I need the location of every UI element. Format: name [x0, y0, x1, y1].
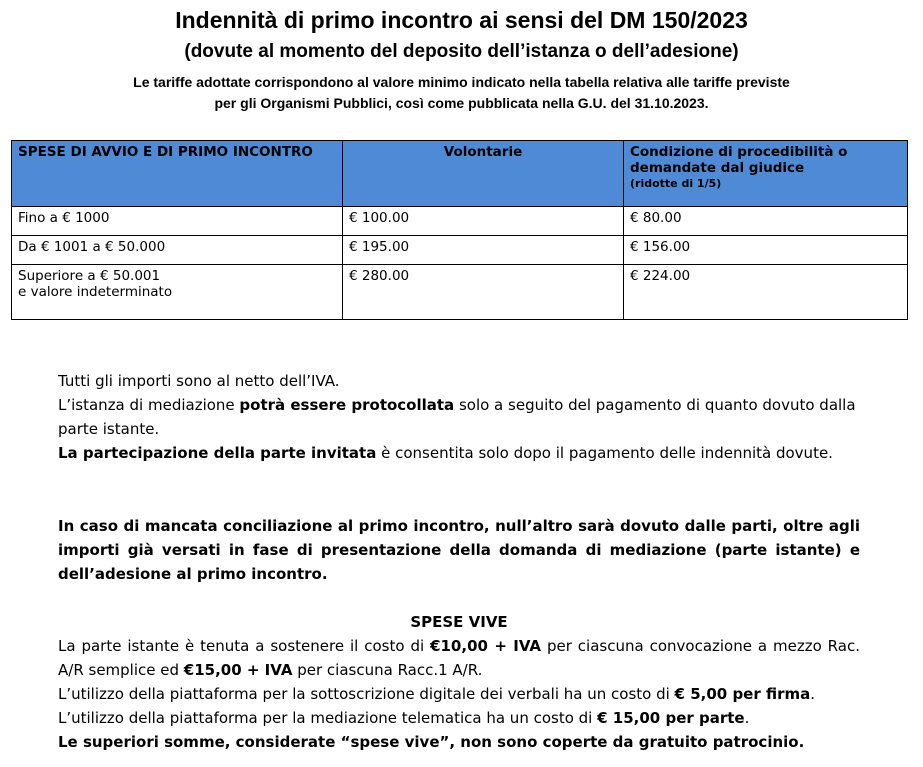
- header-condizione-line-2: demandate dal giudice: [630, 160, 805, 176]
- cell-range: Fino a € 1000: [12, 207, 343, 236]
- sv-p3-a: L’utilizzo della piattaforma per la mediazione telematica ha un costo di: [58, 709, 598, 727]
- partecipazione-bold: La partecipazione della parte invitata: [58, 444, 377, 462]
- cell-range-line-2: e valore indeterminato: [18, 284, 173, 300]
- spese-vive-convocazione: [58, 634, 860, 682]
- fees-table: [11, 140, 908, 320]
- spese-vive-heading: SPESE VIVE: [410, 613, 508, 631]
- table-row: [12, 236, 908, 265]
- cell-range-line-1: Superiore a € 50.001: [18, 268, 161, 284]
- sv-p1-e: per ciascuna Racc.1 A/R.: [292, 661, 483, 679]
- cell-range: [12, 265, 343, 320]
- iva-note: Tutti gli importi sono al netto dell’IVA.: [58, 372, 340, 390]
- table-row: [12, 207, 908, 236]
- sv-p2-b: € 5,00 per firma: [674, 685, 811, 703]
- sv-p1-b: €10,00 + IVA: [430, 637, 542, 655]
- cell-voluntary: € 195.00: [343, 236, 624, 265]
- partecipazione-text: è consentita solo dopo il pagamento delle indennità dovute.: [376, 444, 833, 462]
- cell-voluntary: € 100.00: [343, 207, 624, 236]
- tariff-note-line-2: per gli Organismi Pubblici, così come pubblicata nella G.U. del 31.10.2023.: [214, 95, 709, 111]
- partecipazione-note: [58, 441, 860, 465]
- cell-range: Da € 1001 a € 50.000: [12, 236, 343, 265]
- tariff-note-line-1: Le tariffe adottate corrispondono al valore minimo indicato nella tabella relativa alle tariffe previste: [133, 74, 790, 90]
- page-title: Indennità di primo incontro ai sensi del DM 150/2023: [175, 7, 748, 33]
- spese-vive-section: [58, 610, 860, 754]
- conciliation-paragraph: [58, 514, 860, 586]
- cell-mandatory: € 80.00: [624, 207, 908, 236]
- sv-p4: Le superiori somme, considerate “spese vive”, non sono coperte da gratuito patrocinio.: [58, 733, 805, 751]
- sv-p1-a: La parte istante è tenuta a sostenere il costo di: [58, 637, 431, 655]
- istanza-note: [58, 393, 860, 441]
- sv-p1-c: per ciascuna convocazione a mezzo Rac. A/R semplice ed: [58, 637, 860, 679]
- istanza-bold: potrà essere protocollata: [239, 396, 455, 414]
- spese-vive-telematica: [58, 706, 860, 730]
- header-condizione-line-1: Condizione di procedibilità o: [630, 144, 848, 160]
- cell-voluntary: € 280.00: [343, 265, 624, 320]
- header-spese-avvio: SPESE DI AVVIO E DI PRIMO INCONTRO: [12, 141, 343, 207]
- spese-vive-firma: [58, 682, 860, 706]
- header-condizione-procedibilita: [624, 141, 908, 207]
- header-volontarie: Volontarie: [343, 141, 624, 207]
- cell-mandatory: € 224.00: [624, 265, 908, 320]
- tariff-note: [0, 72, 923, 114]
- istanza-text-end: solo a seguito del pagamento di quanto dovuto dalla parte istante.: [58, 396, 856, 438]
- conciliation-text: In caso di mancata conciliazione al primo incontro, null’altro sarà dovuto dalle parti, oltre agli importi già versati in fase di presentazione della domanda di mediazione (parte istante) e dell’adesione al primo incontro.: [58, 517, 860, 583]
- istanza-text: L’istanza di mediazione: [58, 396, 240, 414]
- fees-table-header-row: [12, 141, 908, 207]
- sv-p1-d: €15,00 + IVA: [183, 661, 293, 679]
- header-condizione-reduction: (ridotte di 1/5): [630, 177, 722, 190]
- payment-notes: [58, 369, 860, 465]
- spese-vive-patrocinio: [58, 730, 860, 754]
- sv-p2-c: .: [810, 685, 816, 703]
- sv-p3-b: € 15,00 per parte: [597, 709, 745, 727]
- sv-p2-a: L’utilizzo della piattaforma per la sottoscrizione digitale dei verbali ha un costo di: [58, 685, 675, 703]
- sv-p3-c: .: [744, 709, 750, 727]
- table-row: [12, 265, 908, 320]
- cell-mandatory: € 156.00: [624, 236, 908, 265]
- page-subtitle: (dovute al momento del deposito dell’istanza o dell’adesione): [184, 41, 739, 62]
